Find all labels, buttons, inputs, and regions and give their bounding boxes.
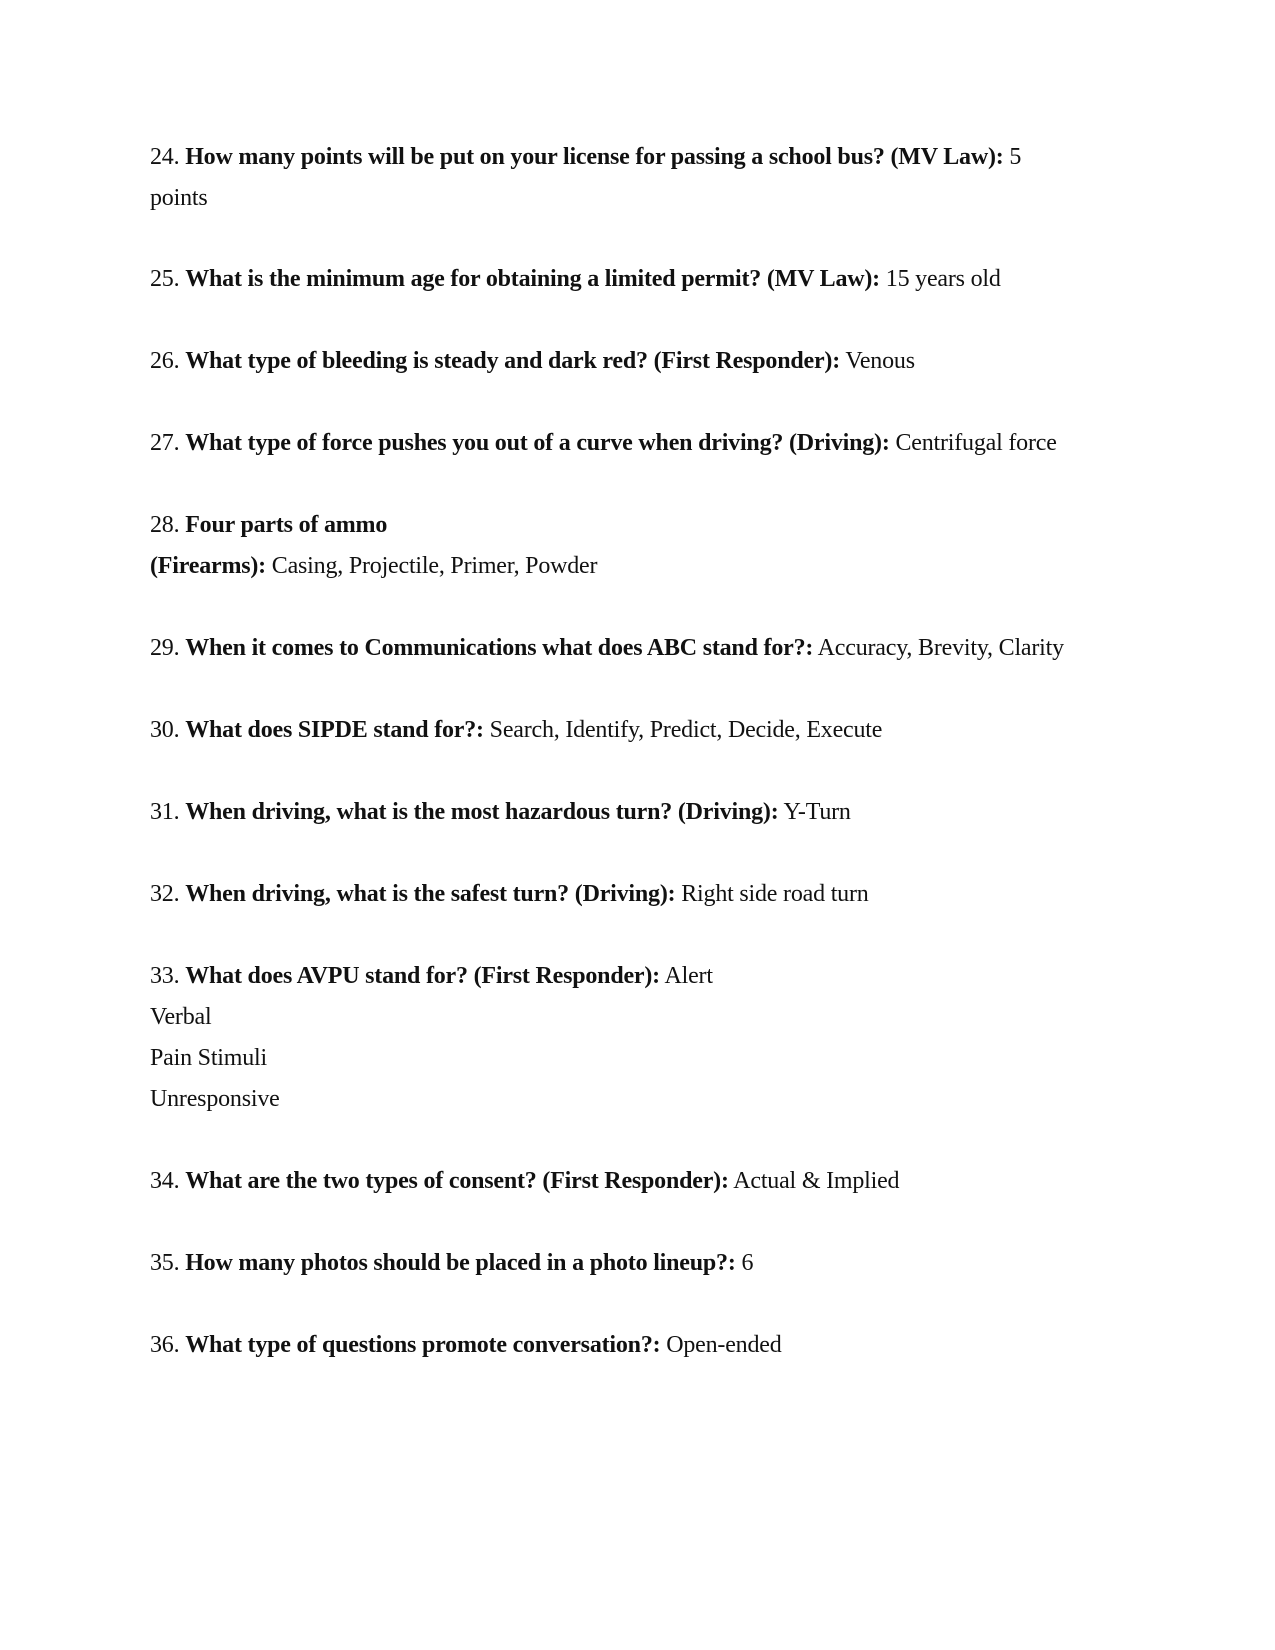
qa-item-24 — [150, 142, 1021, 172]
answer-text: Centrifugal force — [895, 430, 1057, 456]
qa-item-36 — [150, 1330, 782, 1360]
answer-continuation: Verbal — [150, 1004, 212, 1030]
qa-item-33 — [150, 961, 713, 991]
question-text: What type of force pushes you out of a curve when driving? (Driving): — [185, 430, 890, 456]
answer-text: 5 — [1009, 144, 1022, 170]
item-number: 25. — [150, 266, 180, 292]
answer-continuation: Unresponsive — [150, 1086, 280, 1112]
answer-continuation: points — [150, 185, 208, 211]
question-text: What type of questions promote conversation?: — [185, 1332, 661, 1358]
question-text: What are the two types of consent? (First Responder): — [185, 1168, 729, 1194]
qa-item-34 — [150, 1166, 899, 1196]
qa-item-29 — [150, 633, 1064, 663]
answer-text: Casing, Projectile, Primer, Powder — [271, 553, 598, 579]
item-number: 34. — [150, 1168, 180, 1194]
answer-text: Y-Turn — [783, 799, 851, 825]
answer-text: Search, Identify, Predict, Decide, Execute — [489, 717, 883, 743]
qa-item-31 — [150, 797, 851, 827]
item-number: 33. — [150, 963, 180, 989]
question-text: When driving, what is the most hazardous turn? (Driving): — [185, 799, 779, 825]
item-number: 32. — [150, 881, 180, 907]
item-number: 31. — [150, 799, 180, 825]
question-category: (Firearms): — [150, 553, 266, 579]
item-number: 28. — [150, 512, 180, 538]
answer-text: Accuracy, Brevity, Clarity — [817, 635, 1064, 661]
item-number: 35. — [150, 1250, 180, 1276]
question-text: Four parts of ammo — [185, 512, 388, 538]
item-number: 24. — [150, 144, 180, 170]
question-text: What does AVPU stand for? (First Responder): — [185, 963, 660, 989]
answer-continuation: Pain Stimuli — [150, 1045, 267, 1071]
question-text: What does SIPDE stand for?: — [185, 717, 484, 743]
answer-text: 15 years old — [885, 266, 1001, 292]
qa-item-26 — [150, 346, 915, 376]
qa-item-28-line2 — [150, 551, 597, 581]
question-text: How many photos should be placed in a photo lineup?: — [185, 1250, 736, 1276]
question-text: What is the minimum age for obtaining a limited permit? (MV Law): — [185, 266, 880, 292]
item-number: 30. — [150, 717, 180, 743]
qa-item-25 — [150, 264, 1001, 294]
item-number: 29. — [150, 635, 180, 661]
question-text: When it comes to Communications what does ABC stand for?: — [185, 635, 814, 661]
item-number: 26. — [150, 348, 180, 374]
qa-item-27 — [150, 428, 1057, 458]
answer-text: Venous — [845, 348, 915, 374]
qa-item-35 — [150, 1248, 753, 1278]
qa-item-32 — [150, 879, 869, 909]
question-text: What type of bleeding is steady and dark red? (First Responder): — [185, 348, 840, 374]
answer-text: Actual & Implied — [733, 1168, 900, 1194]
item-number: 36. — [150, 1332, 180, 1358]
answer-text: 6 — [741, 1250, 754, 1276]
answer-text: Open-ended — [666, 1332, 782, 1358]
question-text: When driving, what is the safest turn? (Driving): — [185, 881, 676, 907]
qa-item-30 — [150, 715, 882, 745]
item-number: 27. — [150, 430, 180, 456]
answer-text: Right side road turn — [681, 881, 869, 907]
question-text: How many points will be put on your license for passing a school bus? (MV Law): — [185, 144, 1004, 170]
answer-text: Alert — [664, 963, 713, 989]
qa-item-28 — [150, 510, 387, 540]
